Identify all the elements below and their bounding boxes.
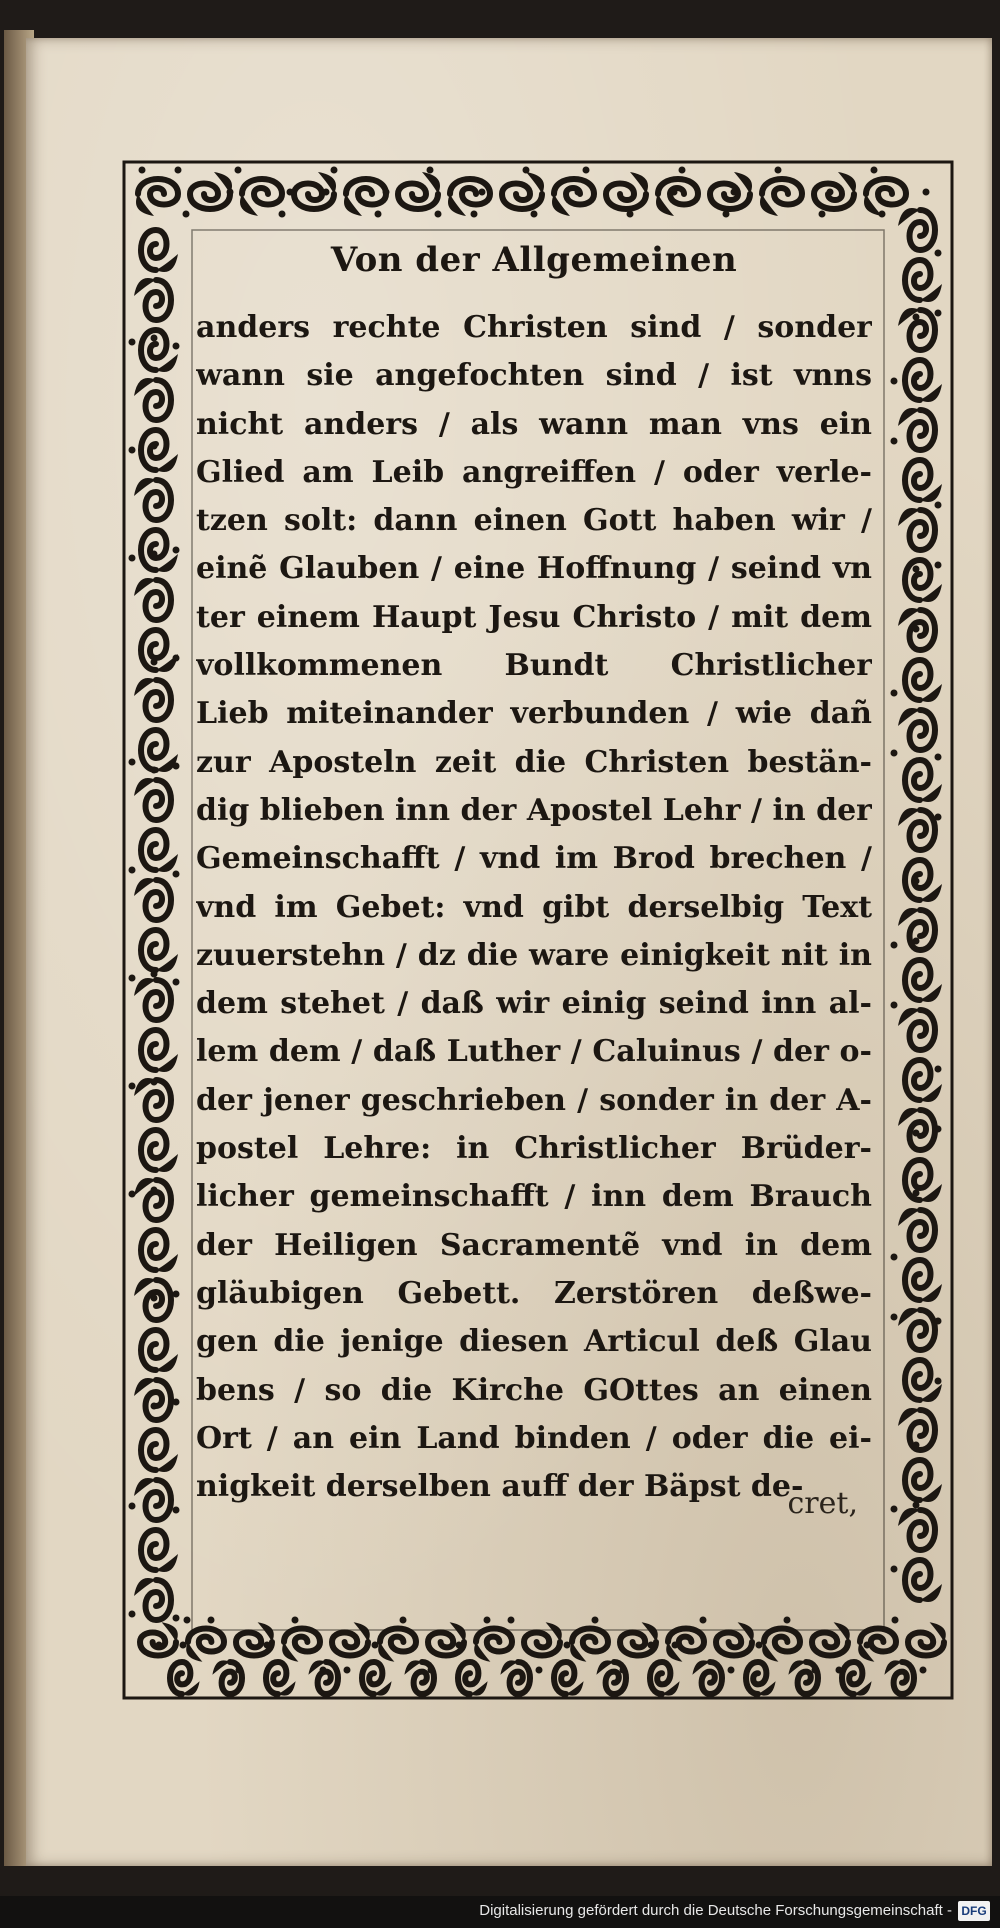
border-scroll-ornament [898,1008,935,1050]
border-scroll-ornament [141,330,178,372]
border-scroll-ornament [404,1660,434,1694]
border-scroll-ornament [266,1662,296,1696]
border-scroll-ornament [762,1629,800,1662]
border-scroll-ornament [344,179,386,216]
border-scroll-ornament [141,1330,178,1372]
text-line: dig blieben inn der Apostel Lehr / in der [196,792,872,828]
border-scroll-ornament [308,1660,338,1694]
border-scroll-ornament [474,1629,512,1662]
border-scroll-ornament [905,1560,942,1602]
border-scroll-ornament [908,1622,946,1655]
border-scroll-ornament [332,1622,370,1655]
border-scroll-ornament [134,1178,171,1220]
border-scroll-ornament [898,708,935,750]
text-line: zuuerstehn / dz die ware einigkeit nit in [196,937,872,973]
border-scroll-ornament [502,172,544,209]
border-scroll-ornament [898,208,935,250]
catchword: cret, [787,1486,858,1521]
border-scroll-ornament [134,778,171,820]
border-scroll-ornament [136,179,178,216]
border-scroll-ornament [788,1660,818,1694]
border-scroll-ornament [656,179,698,216]
border-scroll-ornament [620,1622,658,1655]
border-scroll-ornament [570,1629,608,1662]
border-scroll-ornament [362,1662,392,1696]
border-scroll-ornament [141,730,178,772]
text-line: der Heiligen Sacramentẽ vnd in dem [196,1227,872,1263]
dfg-logo: DFG [958,1901,990,1921]
border-scroll-ornament [134,1478,171,1520]
text-line: bens / so die Kirche GOttes an einen [196,1372,872,1408]
border-scroll-ornament [294,172,336,209]
footer-bar [0,1896,1000,1928]
text-line: gen die jenige diesen Articul deß Glau [196,1324,872,1360]
border-scroll-ornament [596,1660,626,1694]
border-scroll-ornament [134,1378,171,1420]
border-scroll-ornament [141,1030,178,1072]
border-scroll-ornament [141,1230,178,1272]
border-scroll-ornament [864,179,906,216]
border-scroll-ornament [141,630,178,672]
text-line: vollkommenen Bundt Christlicher [196,648,872,684]
text-lines [196,304,872,1511]
border-scroll-ornament [554,1662,584,1696]
border-scroll-ornament [898,1308,935,1350]
border-scroll-ornament [760,179,802,216]
text-line: dem stehet / daß wir einig seind inn al- [196,986,872,1022]
border-scroll-ornament [716,1622,754,1655]
border-scroll-ornament [170,1662,200,1696]
border-scroll-ornament [606,172,648,209]
border-scroll-ornament [134,978,171,1020]
text-line: wann sie angefochten sind / ist vnns [196,358,872,394]
border-scroll-ornament [428,1622,466,1655]
border-scroll-ornament [814,172,856,209]
text-line: zur Aposteln zeit die Christen bestän- [196,744,872,780]
border-scroll-ornament [898,808,935,850]
border-scroll-ornament [458,1662,488,1696]
border-scroll-ornament [398,172,440,209]
border-scroll-ornament [141,930,178,972]
border-scroll-ornament [186,1629,224,1662]
border-scroll-ornament [141,830,178,872]
border-scroll-ornament [905,1160,942,1202]
border-scroll-ornament [140,1622,178,1655]
border-scroll-ornament [898,408,935,450]
border-scroll-ornament [905,460,942,502]
border-scroll-ornament [812,1622,850,1655]
border-scroll-ornament [134,878,171,920]
border-scroll-ornament [898,508,935,550]
text-line: Ort / an ein Land binden / oder die ei- [196,1420,872,1456]
border-scroll-ornament [898,1208,935,1250]
border-scroll-ornament [746,1662,776,1696]
text-line: postel Lehre: in Christlicher Brüder- [196,1131,872,1167]
border-scroll-ornament [448,179,490,216]
border-scroll-ornament [141,1430,178,1472]
border-scroll-ornament [905,860,942,902]
border-scroll-ornament [190,172,232,209]
text-line: Lieb miteinander verbunden / wie dañ [196,696,872,732]
text-line: lem dem / daß Luther / Caluinus / der o- [196,1034,872,1070]
text-block [196,240,872,1560]
border-scroll-ornament [240,179,282,216]
border-scroll-ornament [378,1629,416,1662]
border-scroll-ornament [500,1660,530,1694]
text-line: nigkeit derselben auff der Bäpst de- [196,1469,804,1505]
border-scroll-ornament [842,1662,872,1696]
text-line: gläubigen Gebett. Zerstören deßwe- [196,1275,872,1311]
text-line: anders rechte Christen sind / sonder [196,310,872,345]
border-scroll-ornament [692,1660,722,1694]
text-line: licher gemeinschafft / inn dem Brauch [196,1179,872,1215]
border-scroll-ornament [134,478,171,520]
border-scroll-ornament [905,660,942,702]
running-head: Von der Allgemeinen [330,240,738,280]
border-scroll-ornament [524,1622,562,1655]
border-scroll-ornament [905,1460,942,1502]
border-scroll-ornament [282,1629,320,1662]
border-scroll-ornament [134,1578,171,1620]
border-scroll-ornament [905,1260,942,1302]
border-scroll-ornament [905,260,942,302]
text-line: ter einem Haupt Jesu Christo / mit dem [196,599,872,635]
footer-credit: Digitalisierung gefördert durch die Deutsche Forschungsgemeinschaft - [479,1902,952,1919]
border-scroll-ornament [650,1662,680,1696]
border-scroll-ornament [898,1108,935,1150]
text-line: einẽ Glauben / eine Hoffnung / seind vn [196,551,872,587]
text-line: vnd im Gebet: vnd gibt derselbig Text [196,889,872,925]
text-line: Gemeinschafft / vnd im Brod brechen / [196,841,872,877]
border-scroll-ornament [212,1660,242,1694]
border-scroll-ornament [141,430,178,472]
border-scroll-ornament [905,960,942,1002]
border-scroll-ornament [141,530,178,572]
text-line: Glied am Leib angreiffen / oder verle- [196,454,872,490]
border-scroll-ornament [134,278,171,320]
border-scroll-ornament [134,378,171,420]
text-line: der jener geschrieben / sonder in der A- [196,1082,872,1118]
border-scroll-ornament [236,1622,274,1655]
text-line: nicht anders / als wann man vns ein [196,406,872,442]
border-scroll-ornament [134,578,171,620]
border-scroll-ornament [905,760,942,802]
border-scroll-ornament [884,1660,914,1694]
text-line: tzen solt: dann einen Gott haben wir / [196,503,872,539]
border-scroll-ornament [141,230,178,272]
border-scroll-ornament [141,1130,178,1172]
border-scroll-ornament [141,1530,178,1572]
border-scroll-ornament [552,179,594,216]
border-scroll-ornament [898,1508,935,1550]
border-scroll-ornament [134,678,171,720]
border-scroll-ornament [905,360,942,402]
